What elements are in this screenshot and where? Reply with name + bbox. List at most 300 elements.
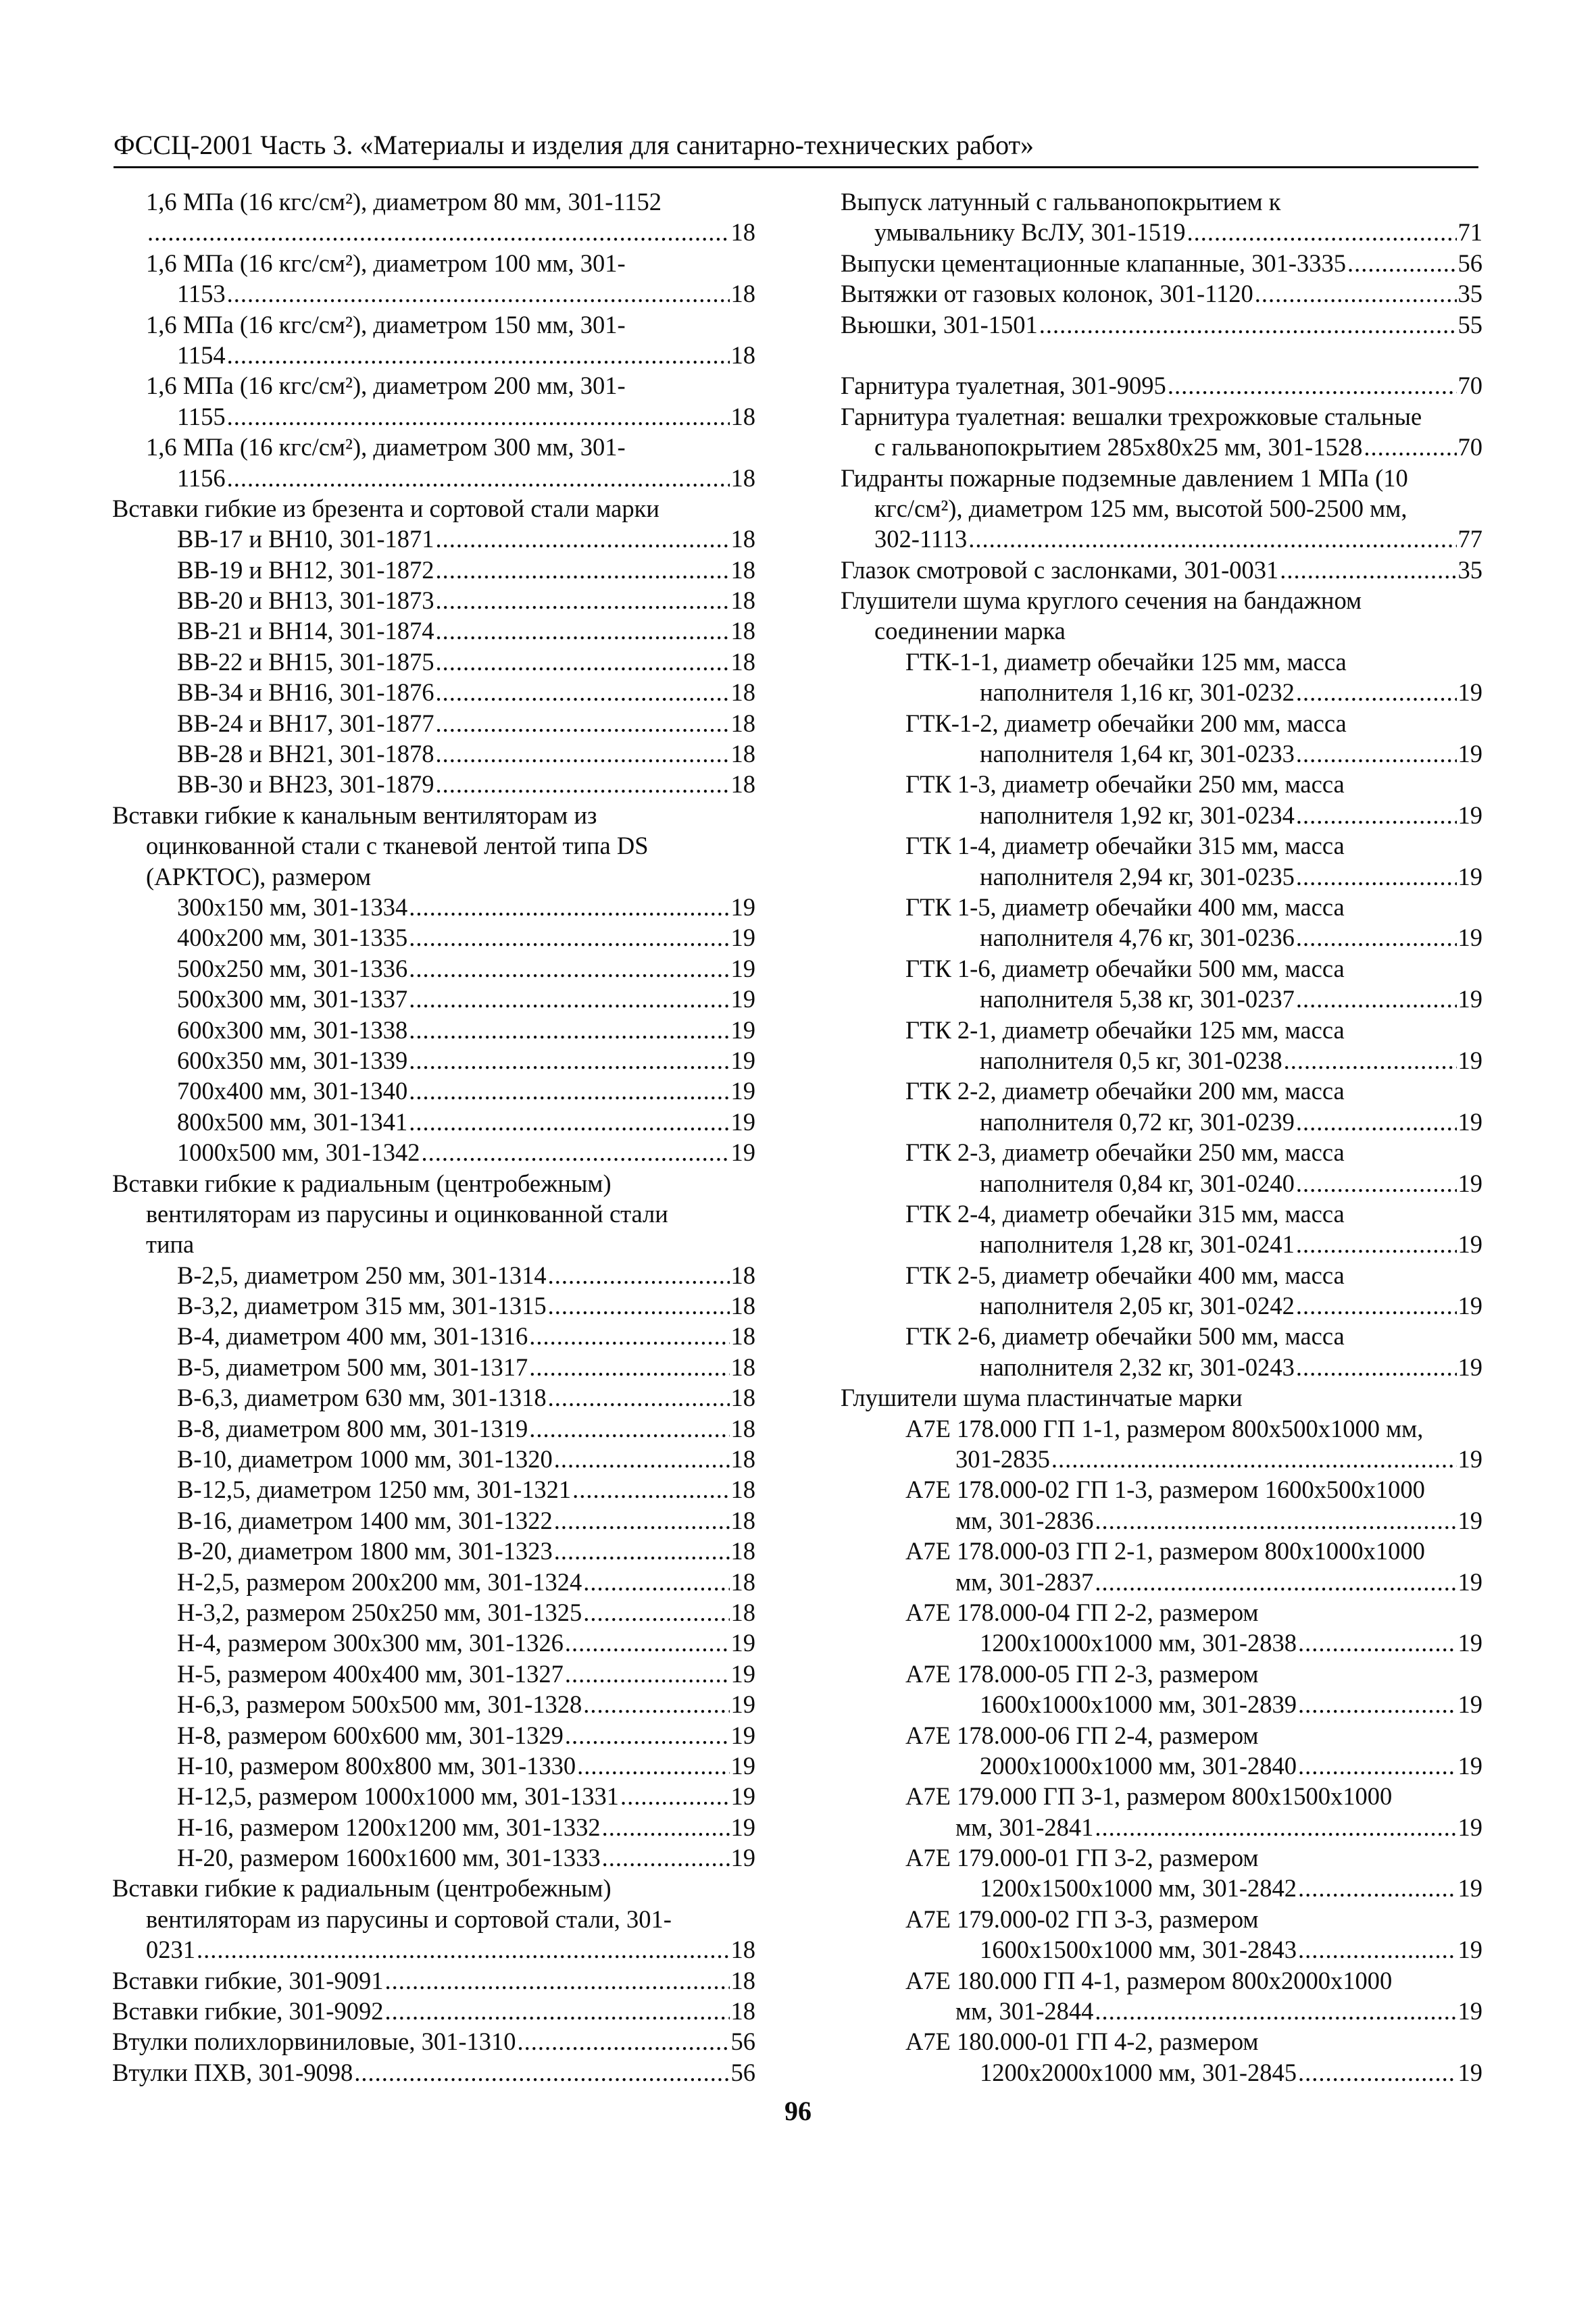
index-entry	[841, 1444, 1482, 1474]
dot-leader	[565, 1720, 730, 1751]
entry-page-ref: 18	[730, 1445, 755, 1474]
entry-text: Н-12,5, размером 1000x1000 мм, 301-1331	[177, 1782, 620, 1811]
index-entry	[112, 1873, 755, 1903]
entry-text: наполнителя 1,28 кг, 301-0241	[980, 1230, 1295, 1259]
dot-leader	[1296, 1168, 1457, 1199]
index-entry	[841, 524, 1482, 554]
index-entry	[112, 1137, 755, 1167]
index-entry	[841, 1382, 1482, 1413]
dot-leader	[1168, 370, 1457, 401]
index-entry	[112, 1965, 755, 1996]
dot-leader	[1347, 248, 1457, 278]
entry-text: Вставки гибкие, 301-9091	[112, 1966, 384, 1994]
dot-leader	[1280, 555, 1456, 585]
dot-leader	[409, 1015, 729, 1045]
entry-page-ref: 18	[730, 617, 755, 645]
dot-leader	[968, 524, 1456, 554]
entry-page-ref: 77	[1457, 525, 1482, 553]
dot-leader	[409, 1076, 729, 1106]
dot-leader	[1296, 922, 1457, 953]
index-entry	[841, 1137, 1482, 1167]
dot-leader	[1364, 432, 1456, 462]
index-entry	[841, 861, 1482, 892]
index-entry	[112, 1352, 755, 1382]
index-entry	[112, 217, 755, 247]
entry-text: Н-6,3, размером 500x500 мм, 301-1328	[177, 1690, 582, 1719]
dot-leader	[1039, 309, 1457, 340]
index-entry	[112, 1260, 755, 1290]
entry-text: В-10, диаметром 1000 мм, 301-1320	[177, 1445, 553, 1474]
index-entry	[112, 1628, 755, 1658]
dot-leader	[554, 1536, 730, 1566]
entry-text: наполнителя 1,64 кг, 301-0233	[980, 740, 1295, 768]
entry-page-ref: 19	[1457, 1690, 1482, 1719]
entry-page-ref: 19	[1457, 1046, 1482, 1074]
entry-text: наполнителя 1,16 кг, 301-0232	[980, 678, 1295, 707]
dot-leader	[1296, 1107, 1457, 1137]
index-entry	[841, 1904, 1482, 1934]
entry-text: ГТК 1-4, диаметр обечайки 315 мм, масса	[905, 832, 1345, 860]
entry-page-ref: 19	[730, 1690, 755, 1719]
entry-text: 600x350 мм, 301-1339	[177, 1046, 408, 1074]
entry-text: Гидранты пожарные подземные давлением 1 МПа (10	[841, 463, 1408, 492]
index-entry	[112, 585, 755, 615]
entry-text: А7Е 178.000 ГП 1-1, размером 800x500x1000 мм,	[905, 1414, 1424, 1442]
entry-text: мм, 301-2836	[955, 1506, 1094, 1534]
entry-text: 1,6 МПа (16 кгс/см²), диаметром 200 мм, 301-	[146, 372, 626, 400]
dot-leader	[529, 1413, 729, 1444]
dot-leader	[227, 401, 730, 432]
entry-text: 1200x1000x1000 мм, 301-2838	[980, 1629, 1297, 1657]
entry-text: ГТК 2-5, диаметр обечайки 400 мм, масса	[905, 1261, 1345, 1289]
dot-leader	[577, 1751, 729, 1781]
entry-text: оцинкованной стали с тканевой лентой типа DS	[146, 832, 649, 860]
index-entry	[112, 370, 755, 401]
entry-text: Н-16, размером 1200x1200 мм, 301-1332	[177, 1813, 601, 1841]
entry-page-ref: 19	[1457, 1629, 1482, 1657]
entry-page-ref: 18	[730, 1292, 755, 1320]
index-entry	[112, 1720, 755, 1751]
entry-text: 1,6 МПа (16 кгс/см²), диаметром 80 мм, 301-1152	[146, 188, 662, 216]
index-entry	[112, 1842, 755, 1873]
dot-leader	[436, 524, 730, 554]
entry-text: В-8, диаметром 800 мм, 301-1319	[177, 1414, 528, 1442]
entry-text: 1,6 МПа (16 кгс/см²), диаметром 150 мм, 301-	[146, 310, 626, 338]
entry-page-ref: 19	[1457, 1997, 1482, 2026]
entry-text: В-12,5, диаметром 1250 мм, 301-1321	[177, 1476, 572, 1504]
index-entry	[841, 769, 1482, 799]
dot-leader	[436, 585, 730, 615]
dot-leader	[565, 1628, 730, 1658]
index-entry	[841, 1352, 1482, 1382]
entry-text: 1200x2000x1000 мм, 301-2845	[980, 2058, 1297, 2086]
entry-text: А7Е 180.000 ГП 4-1, размером 800x2000x1000	[905, 1966, 1393, 1994]
entry-text: Н-10, размером 800x800 мм, 301-1330	[177, 1751, 576, 1780]
dot-leader	[1095, 1567, 1456, 1597]
dot-leader	[409, 892, 729, 922]
index-entry	[112, 1536, 755, 1566]
entry-text: А7Е 179.000 ГП 3-1, размером 800x1500x1000	[905, 1782, 1393, 1811]
entry-text: ВВ-24 и ВН17, 301-1877	[177, 709, 434, 737]
entry-page-ref: 18	[730, 1506, 755, 1534]
entry-page-ref: 18	[730, 1537, 755, 1565]
index-entry	[841, 1812, 1482, 1842]
dot-leader	[1298, 1873, 1457, 1903]
index-entry	[841, 1934, 1482, 1965]
index-entry	[112, 984, 755, 1014]
entry-text: 1153	[177, 280, 226, 308]
entry-text: А7Е 179.000-01 ГП 3-2, размером	[905, 1844, 1259, 1872]
entry-page-ref: 19	[730, 1751, 755, 1780]
index-entry	[112, 1812, 755, 1842]
entry-page-ref: 18	[730, 525, 755, 553]
index-entry	[112, 1168, 755, 1199]
entry-page-ref: 18	[730, 402, 755, 430]
entry-page-ref: 18	[730, 1384, 755, 1412]
entry-page-ref: 19	[1457, 924, 1482, 952]
entry-text: Н-3,2, размером 250x250 мм, 301-1325	[177, 1598, 582, 1626]
entry-text: 0231	[146, 1936, 195, 1964]
entry-text: наполнителя 2,05 кг, 301-0242	[980, 1292, 1295, 1320]
entry-page-ref: 19	[730, 1077, 755, 1105]
dot-leader	[1296, 984, 1457, 1014]
index-entry	[112, 615, 755, 646]
dot-leader	[554, 1444, 730, 1474]
entry-text: Втулки ПХВ, 301-9098	[112, 2058, 353, 2086]
entry-page-ref: 56	[730, 2028, 755, 2056]
entry-page-ref: 19	[1457, 1751, 1482, 1780]
index-entry	[841, 2026, 1482, 2057]
index-entry	[841, 493, 1482, 524]
entry-text: ВВ-20 и ВН13, 301-1873	[177, 586, 434, 615]
index-entry	[841, 217, 1482, 247]
entry-page-ref: 19	[1457, 1445, 1482, 1474]
index-entry	[112, 278, 755, 309]
entry-page-ref: 19	[730, 954, 755, 982]
dot-leader	[436, 677, 730, 707]
index-entry	[112, 1107, 755, 1137]
entry-page-ref: 56	[730, 2058, 755, 2086]
entry-text: Втулки полихлорвиниловые, 301-1310	[112, 2028, 516, 2056]
dot-leader	[409, 984, 729, 1014]
entry-text: 600x300 мм, 301-1338	[177, 1015, 408, 1044]
dot-leader	[1298, 1751, 1457, 1781]
entry-page-ref: 18	[730, 740, 755, 768]
entry-page-ref: 19	[730, 924, 755, 952]
index-entry	[841, 1873, 1482, 1903]
dot-leader	[409, 1045, 729, 1076]
entry-text: ГТК 2-3, диаметр обечайки 250 мм, масса	[905, 1138, 1345, 1167]
entry-page-ref: 18	[730, 463, 755, 492]
index-entry	[112, 1444, 755, 1474]
entry-text: А7Е 178.000-02 ГП 1-3, размером 1600x500x1000	[905, 1476, 1425, 1504]
index-entry	[112, 677, 755, 707]
entry-page-ref: 19	[1457, 1813, 1482, 1841]
index-entry	[112, 1413, 755, 1444]
index-entry	[112, 2057, 755, 2088]
entry-page-ref: 19	[1457, 1169, 1482, 1197]
entry-text: 1156	[177, 463, 226, 492]
entry-text: ВВ-34 и ВН16, 301-1876	[177, 678, 434, 707]
index-entry	[112, 892, 755, 922]
entry-text: Глушители шума пластинчатые марки	[841, 1384, 1243, 1412]
entry-page-ref: 18	[730, 1261, 755, 1289]
index-entry	[112, 738, 755, 769]
entry-text: ГТК-1-2, диаметр обечайки 200 мм, масса	[905, 709, 1347, 737]
entry-page-ref: 18	[730, 1353, 755, 1381]
dot-leader	[1298, 1689, 1457, 1719]
index-entry	[841, 1321, 1482, 1351]
dot-leader	[548, 1260, 730, 1290]
index-entry	[841, 278, 1482, 309]
index-entry	[841, 1474, 1482, 1505]
entry-text: ГТК 2-1, диаметр обечайки 125 мм, масса	[905, 1015, 1345, 1044]
entry-text: 1600x1000x1000 мм, 301-2839	[980, 1690, 1297, 1719]
entry-text: соединении марка	[874, 617, 1066, 645]
index-entry	[841, 1229, 1482, 1259]
index-entry	[841, 1689, 1482, 1719]
entry-text: 1600x1500x1000 мм, 301-2843	[980, 1936, 1297, 1964]
dot-leader	[436, 555, 730, 585]
index-entry	[841, 1107, 1482, 1137]
entry-page-ref: 19	[1457, 1874, 1482, 1903]
dot-leader	[1296, 800, 1457, 830]
index-entry	[112, 922, 755, 953]
index-entry	[841, 1720, 1482, 1751]
index-entry	[841, 1505, 1482, 1536]
entry-text: А7Е 178.000-04 ГП 2-2, размером	[905, 1598, 1259, 1626]
index-column-right	[841, 186, 1482, 2088]
index-entry	[841, 1842, 1482, 1873]
dot-leader	[583, 1567, 729, 1597]
index-entry	[841, 1413, 1482, 1444]
entry-text: ВВ-19 и ВН12, 301-1872	[177, 555, 434, 584]
entry-page-ref: 19	[730, 1046, 755, 1074]
entry-text: 1155	[177, 402, 226, 430]
entry-text: Глазок смотровой с заслонками, 301-0031	[841, 555, 1279, 584]
index-entry	[112, 186, 755, 217]
entry-text: ГТК 1-3, диаметр обечайки 250 мм, масса	[905, 770, 1345, 799]
dot-leader	[1296, 1352, 1457, 1382]
entry-text: Н-8, размером 600x600 мм, 301-1329	[177, 1721, 564, 1749]
entry-text: А7Е 179.000-02 ГП 3-3, размером	[905, 1905, 1259, 1933]
dot-leader	[1296, 677, 1457, 707]
entry-text: Выпуск латунный с гальванопокрытием к	[841, 188, 1281, 216]
entry-page-ref: 19	[1457, 1506, 1482, 1534]
index-entry	[112, 248, 755, 278]
index-entry	[841, 463, 1482, 493]
entry-text: 2000x1000x1000 мм, 301-2840	[980, 1751, 1297, 1780]
index-entry	[112, 708, 755, 738]
entry-page-ref: 19	[730, 1629, 755, 1657]
entry-text: А7Е 178.000-06 ГП 2-4, размером	[905, 1721, 1259, 1749]
index-entry	[841, 555, 1482, 585]
dot-leader	[1296, 738, 1457, 769]
entry-text: 1,6 МПа (16 кгс/см²), диаметром 100 мм, 301-	[146, 249, 626, 277]
entry-text: А7Е 178.000-03 ГП 2-1, размером 800x1000x1000	[905, 1537, 1425, 1565]
entry-text: 1000x500 мм, 301-1342	[177, 1138, 420, 1167]
entry-page-ref: 18	[730, 1567, 755, 1596]
dot-leader	[554, 1505, 730, 1536]
index-entry	[112, 861, 755, 892]
dot-leader	[583, 1689, 729, 1719]
index-entry	[841, 585, 1482, 615]
dot-leader	[1284, 1045, 1457, 1076]
entry-text: ГТК 2-4, диаметр обечайки 315 мм, масса	[905, 1199, 1345, 1228]
index-entry	[112, 1076, 755, 1106]
index-entry	[841, 830, 1482, 861]
entry-text: Вытяжки от газовых колонок, 301-1120	[841, 280, 1253, 308]
index-entry	[841, 1567, 1482, 1597]
entry-text: наполнителя 0,72 кг, 301-0239	[980, 1107, 1295, 1136]
index-entry	[112, 830, 755, 861]
index-entry	[112, 1934, 755, 1965]
entry-page-ref: 19	[730, 892, 755, 921]
entry-page-ref: 19	[1457, 862, 1482, 890]
entry-page-ref: 19	[730, 1107, 755, 1136]
index-entry	[841, 1781, 1482, 1811]
index-entry	[841, 1199, 1482, 1229]
index-entry	[841, 186, 1482, 217]
entry-page-ref: 19	[730, 1782, 755, 1811]
index-entry	[112, 401, 755, 432]
entry-page-ref: 35	[1457, 555, 1482, 584]
dot-leader	[1296, 861, 1457, 892]
entry-text: мм, 301-2844	[955, 1997, 1094, 2026]
index-entry	[112, 524, 755, 554]
entry-page-ref: 18	[730, 1476, 755, 1504]
dot-leader	[583, 1597, 729, 1628]
index-entry	[112, 1751, 755, 1781]
entry-text: В-3,2, диаметром 315 мм, 301-1315	[177, 1292, 547, 1320]
index-entry	[841, 1659, 1482, 1689]
entry-page-ref: 35	[1457, 280, 1482, 308]
entry-page-ref: 19	[1457, 1230, 1482, 1259]
index-entry	[841, 432, 1482, 462]
dot-leader	[1187, 217, 1457, 247]
entry-text: Вставки гибкие, 301-9092	[112, 1997, 384, 2026]
entry-text: В-20, диаметром 1800 мм, 301-1323	[177, 1537, 553, 1565]
dot-leader	[1296, 1290, 1457, 1321]
dot-leader	[1095, 1505, 1456, 1536]
dot-leader	[529, 1321, 729, 1351]
entry-text: Н-4, размером 300x300 мм, 301-1326	[177, 1629, 564, 1657]
index-entry	[841, 677, 1482, 707]
dot-leader	[1298, 1628, 1457, 1658]
index-entry	[841, 370, 1482, 401]
entry-text: 800x500 мм, 301-1341	[177, 1107, 408, 1136]
dot-leader	[1095, 1996, 1456, 2026]
index-entry	[112, 1015, 755, 1045]
entry-page-ref: 19	[1457, 1936, 1482, 1964]
entry-text: наполнителя 1,92 кг, 301-0234	[980, 801, 1295, 829]
entry-text: Глушители шума круглого сечения на бандажном	[841, 586, 1362, 615]
dot-leader	[197, 1934, 730, 1965]
entry-text: Гарнитура туалетная, 301-9095	[841, 372, 1166, 400]
index-entry	[841, 953, 1482, 984]
dot-leader	[436, 738, 730, 769]
index-entry	[841, 1076, 1482, 1106]
index-entry	[841, 1751, 1482, 1781]
entry-page-ref: 19	[1457, 1567, 1482, 1596]
index-entry	[112, 1382, 755, 1413]
index-entry	[112, 800, 755, 830]
index-entry	[841, 1168, 1482, 1199]
index-entry	[112, 1904, 755, 1934]
entry-text: А7Е 180.000-01 ГП 4-2, размером	[905, 2028, 1259, 2056]
dot-leader	[548, 1290, 730, 1321]
entry-text: Вьюшки, 301-1501	[841, 310, 1038, 338]
dot-leader	[147, 217, 730, 247]
dot-leader	[1095, 1812, 1456, 1842]
entry-text: Вставки гибкие к радиальным (центробежным)	[112, 1874, 612, 1903]
entry-text: наполнителя 2,94 кг, 301-0235	[980, 862, 1295, 890]
entry-page-ref: 55	[1457, 310, 1482, 338]
dot-leader	[1051, 1444, 1457, 1474]
index-entry	[841, 738, 1482, 769]
entry-page-ref: 19	[1457, 1353, 1482, 1381]
index-entry	[112, 463, 755, 493]
entry-text: мм, 301-2841	[955, 1813, 1094, 1841]
index-entry	[112, 1505, 755, 1536]
entry-text: типа	[146, 1230, 195, 1259]
entry-page-ref: 18	[730, 1997, 755, 2026]
entry-page-ref: 19	[1457, 1292, 1482, 1320]
index-entry	[841, 401, 1482, 432]
dot-leader	[436, 615, 730, 646]
entry-text: Вставки гибкие из брезента и сортовой стали марки	[112, 494, 659, 522]
entry-text: мм, 301-2837	[955, 1567, 1094, 1596]
index-entry	[112, 1996, 755, 2026]
entry-text: 1154	[177, 341, 226, 369]
index-entry	[112, 1781, 755, 1811]
dot-leader	[409, 953, 729, 984]
entry-text: ГТК 2-2, диаметр обечайки 200 мм, масса	[905, 1077, 1345, 1105]
index-entry	[112, 432, 755, 462]
index-entry	[841, 248, 1482, 278]
index-entry	[841, 1290, 1482, 1321]
index-entry	[841, 800, 1482, 830]
entry-text: В-16, диаметром 1400 мм, 301-1322	[177, 1506, 553, 1534]
index-entry	[112, 1474, 755, 1505]
dot-leader	[620, 1781, 729, 1811]
index-entry	[841, 922, 1482, 953]
entry-page-ref: 18	[730, 1322, 755, 1351]
index-entry	[841, 1536, 1482, 1566]
entry-text: ГТК 1-5, диаметр обечайки 400 мм, масса	[905, 892, 1345, 921]
dot-leader	[227, 340, 730, 370]
entry-page-ref: 71	[1457, 218, 1482, 247]
entry-text: с гальванопокрытием 285x80x25 мм, 301-1528	[874, 433, 1363, 461]
index-entry	[112, 1199, 755, 1229]
dot-leader	[1298, 1934, 1457, 1965]
index-entry	[112, 1290, 755, 1321]
dot-leader	[436, 647, 730, 677]
entry-page-ref: 19	[730, 1659, 755, 1688]
entry-text: ВВ-22 и ВН15, 301-1875	[177, 647, 434, 676]
index-column-left	[112, 186, 755, 2088]
index-entry	[841, 984, 1482, 1014]
index-entry	[112, 309, 755, 340]
header-divider	[114, 166, 1478, 168]
entry-page-ref: 19	[1457, 678, 1482, 707]
entry-text: Н-2,5, размером 200x200 мм, 301-1324	[177, 1567, 582, 1596]
entry-page-ref: 18	[730, 647, 755, 676]
entry-text: В-5, диаметром 500 мм, 301-1317	[177, 1353, 528, 1381]
dot-leader	[354, 2057, 729, 2088]
index-entry	[112, 1321, 755, 1351]
index-entry	[112, 953, 755, 984]
